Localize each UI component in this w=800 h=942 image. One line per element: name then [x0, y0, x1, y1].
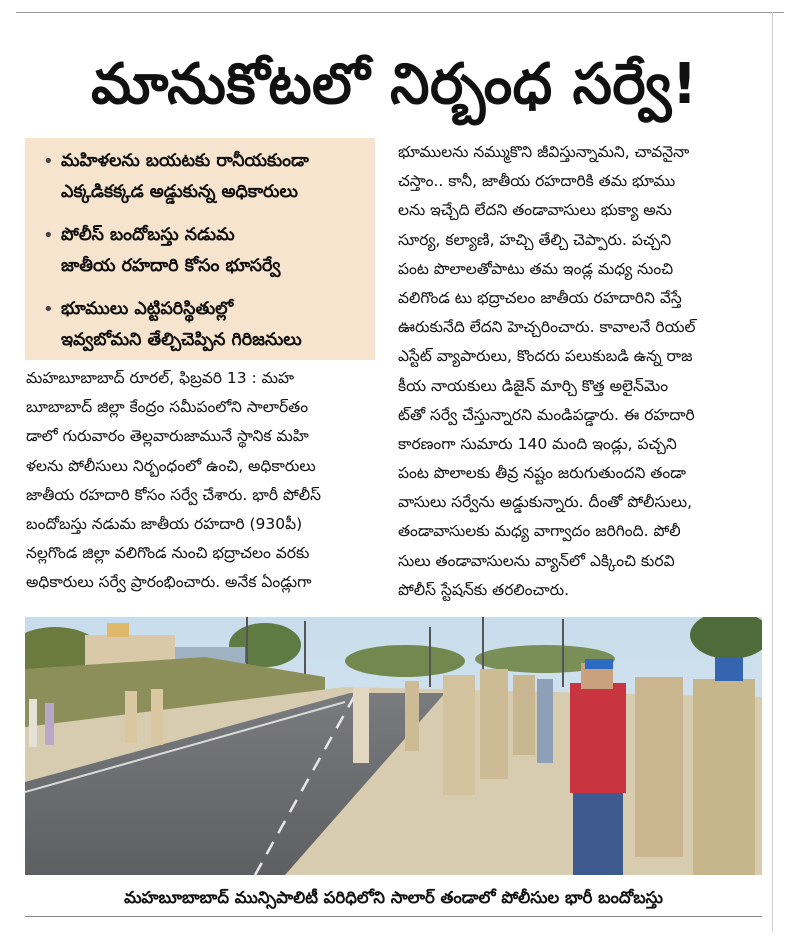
highlight-line: పోలీస్ బందోబస్తు నడుమ	[61, 225, 235, 245]
body-line: తండావాసులకు మధ్య వాగ్వాదం జరిగింది. పోలీ	[398, 522, 681, 541]
article-body-right	[398, 138, 761, 605]
frame-border	[772, 12, 773, 932]
body-line: సూర్య, కల్యాణి, హచ్చి తేల్చి చెప్పారు. పచ్చని	[398, 230, 672, 249]
body-line: అధికారులు సర్వే ప్రారంభించారు. అనేక ఏండ్లుగా	[26, 573, 312, 592]
highlight-line: భూములు ఎట్టిపరిస్థితుల్లో	[61, 299, 234, 319]
body-line: పంట పొలాలతోపాటు తమ ఇండ్ల మధ్య నుంచి	[398, 259, 674, 278]
body-line: వలిగొండ టు భద్రాచలం జాతీయ రహదారిని వేస్తే	[398, 288, 682, 307]
highlight-item	[43, 146, 365, 208]
bullet-icon: •	[43, 225, 54, 246]
highlight-line: ఎక్కడికక్కడ అడ్డుకున్న అధికారులు	[61, 182, 298, 202]
body-line: పోలీస్ స్టేషన్‌కు తరలించారు.	[398, 580, 570, 599]
headline: మానుకోటలో నిర్బంధ సర్వే!	[91, 52, 698, 117]
body-line: ఊరుకునేది లేదని హెచ్చరించారు. కావాలనే రియల్	[398, 318, 696, 337]
body-line: ళలను పోలీసులు నిర్బంధంలో ఉంచి, అధికారులు	[26, 456, 316, 475]
highlight-line: మహిళలను బయటకు రానీయకుండా	[61, 151, 309, 171]
body-line: భూములను నమ్ముకొని జీవిస్తున్నామని, చావనైనా	[398, 143, 690, 161]
body-line: మహబూబాబాద్ రూరల్, ఫిబ్రవరి 13 : మహ	[26, 369, 295, 387]
news-photo	[25, 617, 762, 875]
highlight-item	[43, 294, 365, 356]
body-line: కీయ నాయకులు డిజైన్ మార్చి కొత్త అలైన్‌మెం	[398, 376, 669, 395]
body-line: బూబాబాద్ జిల్లా కేంద్రం సమీపంలోని సాలార్‌తం	[26, 398, 309, 417]
bullet-icon: •	[43, 299, 54, 320]
highlight-line: ఇవ్వబోమని తేల్చిచెప్పిన గిరిజనులు	[61, 330, 302, 350]
highlight-item	[43, 220, 365, 282]
body-line: వాసులు సర్వేను అడ్డుకున్నారు. దీంతో పోలీసులు,	[398, 493, 693, 512]
photo-illustration	[25, 617, 762, 875]
top-rule	[16, 12, 784, 13]
body-line: చస్తాం.. కానీ, జాతీయ రహదారికి తమ భూము	[398, 172, 676, 191]
photo-caption: మహబూబాబాద్ మున్సిపాలిటీ పరిధిలోని సాలార్ తండాలో పోలీసుల భారీ బందోబస్తు	[25, 880, 762, 917]
body-line: ఎస్టేట్ వ్యాపారులు, కొందరు పలుకుబడి ఉన్న రాజ	[398, 347, 693, 366]
highlight-line: జాతీయ రహదారి కోసం భూసర్వే	[61, 256, 281, 276]
body-line: కారణంగా సుమారు 140 మంది ఇండ్లు, పచ్చని	[398, 434, 677, 453]
body-line: డాలో గురువారం తెల్లవారుజామునే స్థానిక మహి	[26, 427, 309, 446]
body-line: లను ఇచ్చేది లేదని తండావాసులు భుక్యా అను	[398, 201, 672, 220]
article-body-left	[26, 364, 378, 598]
body-line: నల్లగొండ జిల్లా వలిగొండ నుంచి భద్రాచలం వరకు	[26, 544, 310, 563]
bullet-icon: •	[43, 151, 54, 172]
body-line: పంట పొలాలకు తీవ్ర నష్టం జరుగుతుందని తండా	[398, 464, 686, 483]
body-line: సులు తండావాసులను వ్యాన్‌లో ఎక్కించి కురవి	[398, 551, 675, 570]
body-line: ట్‌తో సర్వే చేస్తున్నారని మండిపడ్డారు. ఈ రహదారి	[398, 405, 695, 424]
body-line: బందోబస్తు నడుమ జాతీయ రహదారి (930పీ)	[26, 514, 303, 533]
body-line: జాతీయ రహదారి కోసం సర్వే చేశారు. భారీ పోలీస్	[26, 485, 321, 504]
highlights-box	[25, 138, 375, 360]
